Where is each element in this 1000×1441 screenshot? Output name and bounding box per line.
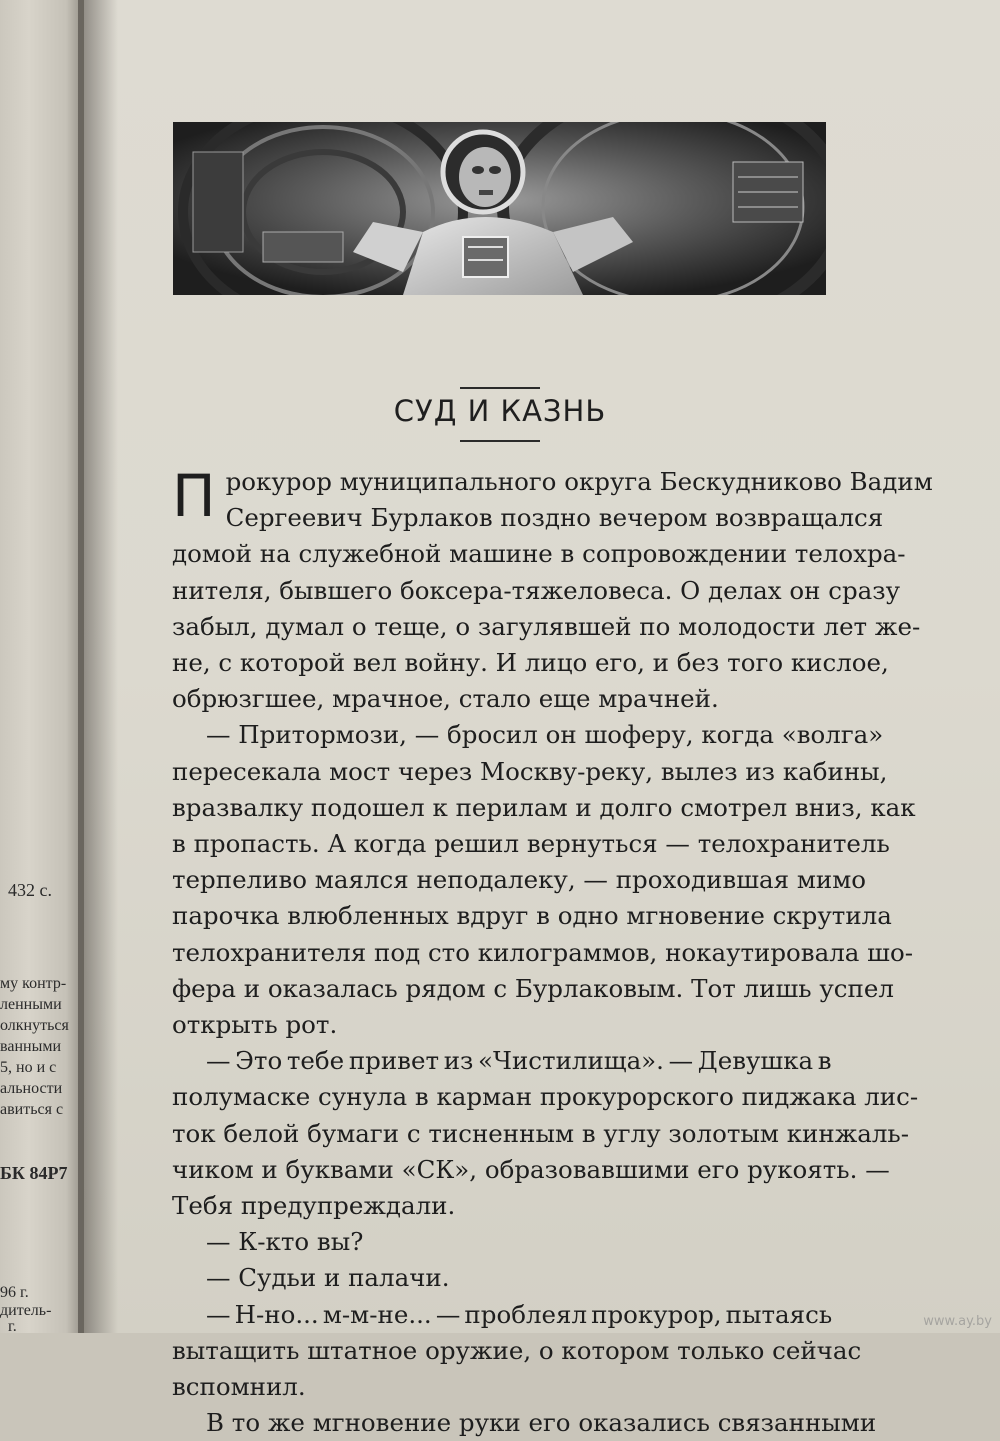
paragraph xyxy=(172,1405,877,1441)
text-line: ток белой бумаги с тисненным в углу золотым кинжаль- xyxy=(172,1118,910,1148)
text-line: терпеливо маялся неподалеку, — проходившая мимо xyxy=(172,865,867,895)
left-fragment: альности xyxy=(0,1080,63,1097)
text-line: Сергеевич Бурлаков поздно вечером возвращался xyxy=(225,503,884,533)
text-line: — Судьи и палачи. xyxy=(206,1263,450,1293)
text-line: телохранителя под сто килограммов, нокаутировала шо- xyxy=(172,937,913,967)
gutter-shadow xyxy=(78,0,118,1333)
left-fragment: ленными xyxy=(0,996,62,1013)
text-line: — Это тебе привет из «Чистилища». — Девушка в xyxy=(206,1046,832,1076)
text-line: домой на служебной машине в сопровождении телохра- xyxy=(172,539,906,569)
text-line: — Н-но... м-м-не... — проблеял прокурор, пытаясь xyxy=(206,1299,833,1329)
text-line: пересекала мост через Москву-реку, вылез из кабины, xyxy=(172,756,888,786)
text-line: чиком и буквами «СК», образовавшими его рукоять. — xyxy=(172,1154,890,1184)
text-line: вытащить штатное оружие, о котором только сейчас xyxy=(172,1335,862,1365)
paragraph xyxy=(172,1043,919,1224)
text-line: обрюзгшее, мрачное, стало еще мрачней. xyxy=(172,684,719,714)
left-fragment: 5, но и с xyxy=(0,1059,57,1076)
left-page-edge xyxy=(0,0,85,1333)
paragraph xyxy=(172,1224,832,1260)
astronaut-illustration-image xyxy=(173,122,826,295)
left-fragment: ванными xyxy=(0,1038,62,1055)
watermark: www.ay.by xyxy=(923,1314,992,1329)
paragraph xyxy=(172,1260,832,1296)
text-line: не, с которой вел войну. И лицо его, и без того кислое, xyxy=(172,648,889,678)
left-fragment: му контр- xyxy=(0,975,67,992)
text-line: рокурор муниципального округа Бескудниково Вадим xyxy=(225,467,933,496)
text-line: вспомнил. xyxy=(172,1372,306,1402)
text-line: Тебя предупреждали. xyxy=(172,1191,456,1221)
paragraph xyxy=(172,1297,862,1406)
title-rule-top xyxy=(460,387,540,389)
text-line: — К-кто вы? xyxy=(206,1227,364,1257)
left-fragment: олкнуться xyxy=(0,1017,69,1034)
paragraph xyxy=(172,717,916,1043)
chapter-title: СУД И КАЗНЬ xyxy=(393,394,607,428)
text-line: фера и оказалась рядом с Бурлаковым. Тот лишь успел xyxy=(172,973,894,1003)
left-fragment: дитель- xyxy=(0,1302,52,1319)
text-line: парочка влюбленных вдруг в одно мгновение скрутила xyxy=(172,901,892,931)
title-rule-bottom xyxy=(460,440,540,442)
text-line: В то же мгновение руки его оказались связанными xyxy=(206,1408,877,1438)
chapter-illustration xyxy=(173,122,826,295)
text-line: в пропасть. А когда решил вернуться — телохранитель xyxy=(172,829,890,859)
text-line: забыл, думал о теще, о загулявшей по молодости лет же- xyxy=(172,611,921,641)
text-line: нителя, бывшего боксера-тяжеловеса. О делах он сразу xyxy=(172,575,901,605)
text-line: вразвалку подошел к перилам и долго смотрел вниз, как xyxy=(172,792,916,822)
paragraph xyxy=(172,462,933,717)
drop-cap: П xyxy=(172,462,216,530)
text-line: — Притормози, — бросил он шоферу, когда «волга» xyxy=(206,720,884,750)
left-fragment: 432 с. xyxy=(8,880,52,900)
left-fragment: г. xyxy=(8,1318,17,1333)
text-line: открыть рот. xyxy=(172,1010,338,1040)
body-text xyxy=(172,462,933,1441)
text-line: полумаске сунула в карман прокурорского пиджака лис- xyxy=(172,1082,919,1112)
left-fragment: 96 г. xyxy=(0,1284,29,1301)
left-fragment: БК 84Р7 xyxy=(0,1163,68,1183)
left-fragment: авиться с xyxy=(0,1101,64,1118)
